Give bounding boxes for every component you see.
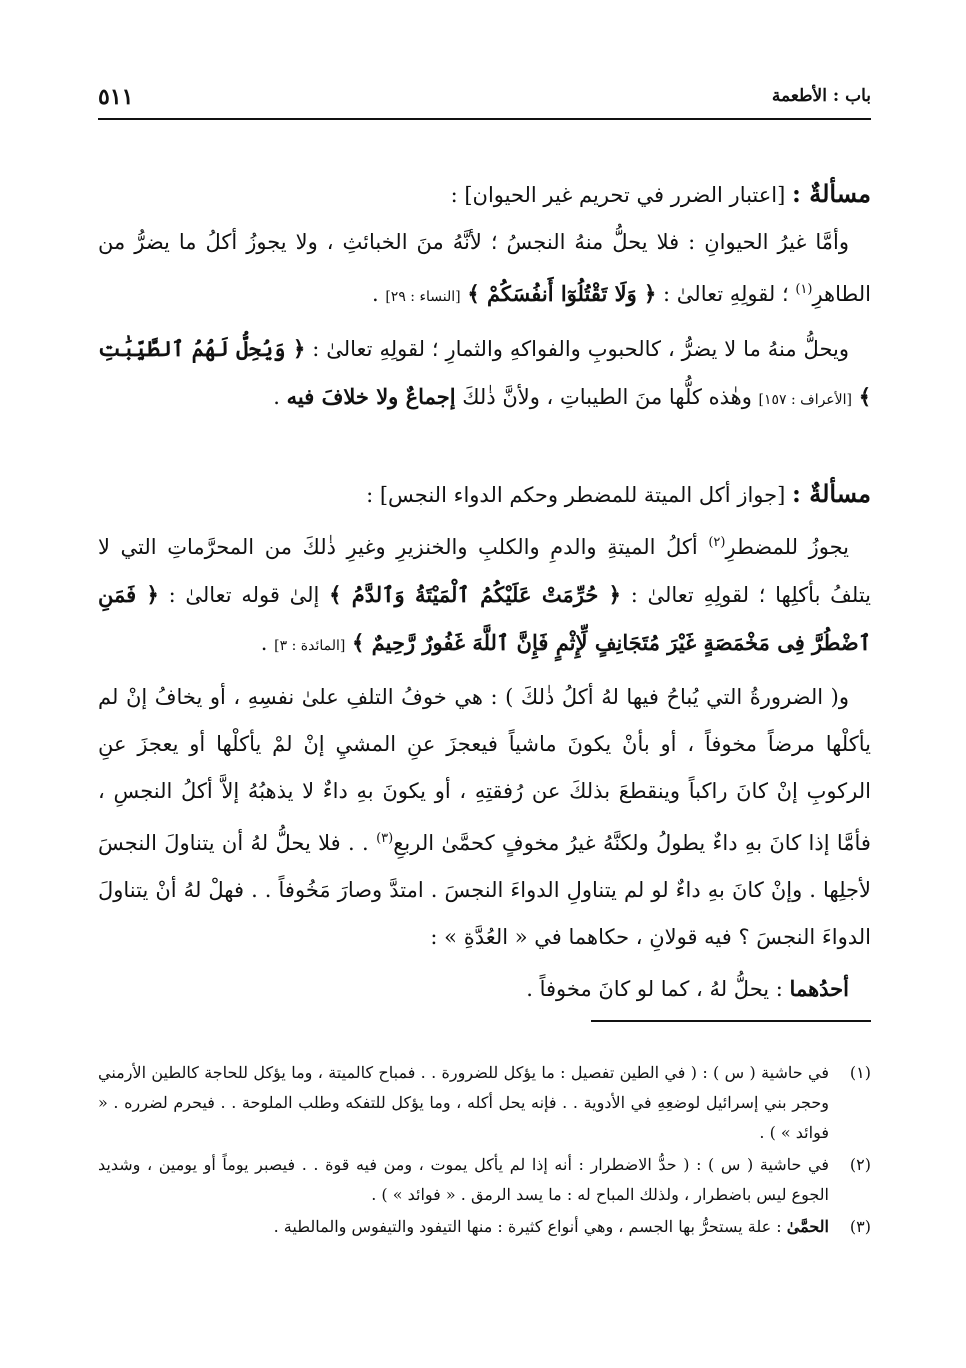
paragraph-text: وأمَّا غيرُ الحيوانِ : فلا يحلُّ منهُ النجسُ ؛ لأنَّهُ منَ الخبائثِ ، ولا يجوزُ أكلُ ما يضرُّ من الطاهرِ	[98, 230, 871, 306]
running-header	[98, 84, 871, 120]
verse-reference: [النساء : ٢٩]	[385, 289, 461, 305]
section-gap	[98, 428, 871, 470]
paragraph-text: يجوزُ للمضطرِ	[725, 535, 849, 559]
footnote	[98, 1212, 871, 1242]
section-heading-2	[98, 470, 871, 519]
footnote	[98, 1058, 871, 1148]
paragraph-text: : يحلُّ لهُ ، كما لو كانَ مخوفاً .	[526, 977, 783, 1001]
paragraph-end: .	[371, 282, 379, 306]
footnote-number: (٢)	[849, 1155, 871, 1174]
footnote-text: : علة يستحرُّ بها الجسم ، وهي أنواع كثيرة : منها التيفود والتيفوس والمالطية .	[273, 1217, 782, 1236]
paragraph-text: إلىٰ قوله تعالىٰ :	[168, 583, 320, 607]
footnote-separator	[591, 1020, 871, 1022]
footnote-term: الحمَّىٰ	[786, 1217, 829, 1236]
consensus-phrase: إجماعٌ ولا خلافَ فيه	[286, 384, 456, 409]
chapter-title: باب : الأطعمة	[771, 86, 871, 106]
paragraph	[98, 519, 871, 670]
footnote-marker[interactable]: (١)	[795, 282, 813, 297]
paragraph-text: . . فلا يحلُّ لهُ أن يتناولَ النجسَ لأجلِها . وإنْ كانَ بهِ داءٌ لو لم يتناولِ الدواءَ النجسَ . امتدَّ وصارَ مَخُوفاً . . فهلْ لهُ أنْ يتناولَ الدواءَ النجسَ ؟ فيه قولانِ ، حكاهما في « العُدَّةِ » :	[98, 831, 871, 949]
masala-label: مسألةٌ :	[792, 179, 871, 208]
footnote-marker[interactable]: (٢)	[708, 535, 726, 550]
footnote-text: في حاشية ( س ) : ( في الطين تفصيل : ما يؤكل للضرورة . . فمباح كالميتة ، وما يؤكل للحاجة كالطين الأرمني وحجر بني إسرائيل لوضعِهِ في الأدوية . . فإنه يحل أكله ، وما يؤكل للتفكه وطلب الملوحة . . فيحرم لضرره . « فوائد » ) .	[98, 1063, 830, 1142]
section-title: [جواز أكل الميتة للمضطر وحكم الدواء النجس] :	[366, 483, 786, 507]
paragraph-text: أكلُ الميتةِ والدمِ والكلبِ والخنزيرِ وغيرِ ذٰلكَ من المحرَّماتِ التي لا يتلفُ بأكلِها ؛ لقولِهِ تعالىٰ :	[98, 535, 872, 607]
footnote	[98, 1150, 871, 1210]
footnote-marker[interactable]: (٣)	[376, 831, 394, 846]
quran-verse: ﴿ وَلَا تَقْتُلُوٓا أَنفُسَكُمْ ﴾	[467, 281, 657, 306]
quran-verse: ﴿ حُرِّمَتْ عَلَيْكُمُ ٱلْمَيْتَةُ وَٱلدَّمُ ﴾	[329, 582, 621, 607]
masala-label: مسألةٌ :	[792, 479, 871, 508]
paragraph	[98, 674, 871, 961]
footnotes	[98, 1058, 871, 1244]
paragraph-end: .	[273, 385, 280, 409]
paragraph-end: .	[260, 631, 268, 655]
main-text	[98, 170, 871, 1017]
verse-reference: [المائدة : ٣]	[274, 638, 346, 654]
paragraph-text: وهٰذه كلُّها منَ الطيباتِ ، ولأنَّ ذٰلكَ	[462, 385, 752, 409]
section-title: [اعتبار الضرر في تحريم غير الحيوان] :	[450, 183, 786, 207]
paragraph-text: ؛ لقولِهِ تعالىٰ :	[663, 282, 789, 306]
quran-verse: ﴿ وَيُحِلُّ لَهُمُ ٱلطَّيِّبَٰتِ ﴾	[98, 336, 871, 409]
first-opinion-label: أحدُهما	[789, 976, 849, 1001]
paragraph-text: و( الضرورةُ التي يُباحُ فيها لهُ أكلُ ذٰلكَ ) : هي خوفُ التلفِ علىٰ نفسِهِ ، أو يخافُ إنْ لم يأكلْها مرضاً مخوفاً ، أو بأنْ يكونَ ماشياً فيعجزَ عنِ المشيِ إنْ لمْ يأكلْها أو يعجزَ عنِ الركوبِ إنْ كانَ راكباً وينقطعَ بذلكَ عن رُفقتِهِ ، أو يكونَ بهِ داءٌ لا يذهبُهُ إلاَّ أكلُ النجسِ ، فأمَّا إذا كانَ بهِ داءٌ يطولُ ولكنَّهُ غيرُ مخوفٍ كحمَّىٰ الربعِ	[98, 685, 871, 855]
paragraph-text: ويحلُّ منهُ ما لا يضرُّ ، كالحبوبِ والفواكهِ والثمارِ ؛ لقولِهِ تعالىٰ :	[312, 337, 849, 361]
quran-verse: ﴿ فَمَنِ ٱضْطُرَّ فِى مَخْمَصَةٍ غَيْرَ مُتَجَانِفٍ لِّإِثْمٍ فَإِنَّ ٱللَّهَ غَفُورٌ رَّحِيمٌ ﴾	[98, 582, 871, 655]
footnote-text: في حاشية ( س ) : ( حدُّ الاضطرار : أنه إذا لم يأكل يموت ، ومن فيه قوة . . فيصبر يوماً أو يومين ، وشديد الجوع ليس باضطرار ، ولذلك المباح له : ما يسد الرمق . « فوائد » ) .	[98, 1155, 829, 1204]
verse-reference: [الأعراف : ١٥٧]	[758, 392, 852, 408]
footnote-number: (١)	[849, 1063, 871, 1082]
paragraph	[98, 325, 871, 424]
paragraph	[98, 965, 871, 1013]
footnote-number: (٣)	[849, 1217, 871, 1236]
section-heading-1	[98, 170, 871, 219]
footnote-body	[98, 1212, 829, 1242]
paragraph	[98, 219, 871, 321]
page-number: ٥١١	[98, 84, 134, 110]
